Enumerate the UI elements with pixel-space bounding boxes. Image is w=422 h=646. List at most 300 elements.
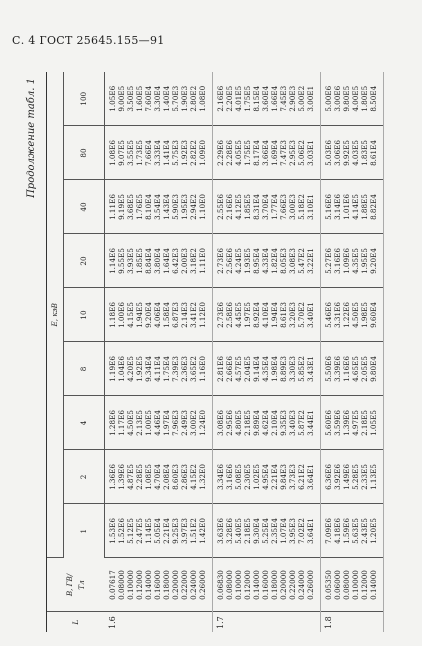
b-value: 0.22000 (288, 570, 297, 600)
flux-value: 3.64Е1 (306, 464, 315, 490)
flux-value: 1.58Е4 (162, 302, 171, 328)
flux-value: 3.70Е4 (261, 194, 270, 220)
flux-values-cell (105, 504, 213, 558)
flux-value: 8.89Е3 (279, 356, 288, 382)
flux-value: 2.08Е4 (162, 464, 171, 490)
b-value: 0.14000 (143, 570, 153, 600)
flux-value: 1.93Е5 (243, 248, 252, 274)
flux-value: 3.00Е2 (189, 410, 198, 436)
flux-value: 2.00Е3 (180, 248, 189, 274)
flux-value: 8.61Е3 (279, 302, 288, 328)
flux-value: 5.00Е6 (324, 85, 333, 112)
flux-value: 2.28Е6 (225, 140, 234, 166)
flux-value: 3.80Е4 (153, 248, 162, 274)
b-value: 0.24000 (188, 570, 198, 600)
table-row (105, 72, 213, 632)
flux-value: 5.08Е5 (234, 464, 243, 490)
continuation-caption: Продолжение табл. 1 (26, 78, 37, 198)
flux-value: 5.18Е2 (297, 194, 306, 220)
flux-value: 6.21Е2 (297, 464, 306, 490)
flux-values-cell (105, 126, 213, 180)
flux-value: 3.03Е1 (306, 140, 315, 166)
energy-col-header: 10 (64, 288, 105, 342)
b-value: 0.16000 (152, 570, 162, 600)
b-value: 0.08000 (116, 570, 126, 600)
b-value: 0.14000 (252, 570, 261, 600)
b-value: 0.18000 (270, 570, 279, 600)
flux-value: 1.43Е4 (162, 194, 171, 220)
flux-value: 8.95Е4 (252, 248, 261, 274)
flux-value: 4.15Е5 (126, 302, 135, 328)
flux-value: 5.05Е4 (153, 518, 162, 544)
flux-value: 1.39Е6 (117, 464, 126, 490)
l-value: 1.8 (321, 612, 384, 632)
flux-value: 3.40Е3 (288, 410, 297, 436)
flux-value: 3.06Е6 (333, 140, 342, 166)
energy-col-header: 4 (64, 396, 105, 450)
flux-value: 5.28Е5 (351, 464, 360, 490)
flux-value: 1.17Е6 (117, 410, 126, 436)
energy-col-header: 80 (64, 126, 105, 180)
flux-value: 2.14Е3 (180, 302, 189, 328)
flux-value: 2.05Е5 (360, 356, 369, 382)
flux-value: 1.09Е6 (342, 248, 351, 274)
l-value: 1.7 (213, 612, 321, 632)
flux-value: 2.13Е5 (135, 410, 144, 436)
flux-value: 4.05Е5 (234, 140, 243, 166)
flux-value: 3.55Е5 (126, 140, 135, 166)
b-value: 0.18000 (161, 570, 171, 600)
flux-value: 1.11Е6 (108, 194, 117, 220)
energy-col-header: 20 (64, 234, 105, 288)
flux-value: 2.35Е4 (270, 518, 279, 544)
flux-value: 4.18Е6 (333, 518, 342, 544)
flux-value: 1.90Е3 (180, 85, 189, 112)
flux-values-cell (213, 396, 321, 450)
b-values-cell (213, 558, 321, 612)
flux-value: 1.11Е0 (198, 248, 207, 274)
flux-value: 3.65Е2 (189, 356, 198, 382)
flux-value: 7.66Е3 (279, 194, 288, 220)
flux-value: 3.31Е6 (333, 302, 342, 328)
flux-value: 1.16Е0 (198, 356, 207, 382)
flux-value: 9.25Е3 (171, 518, 180, 544)
flux-values-cell (213, 342, 321, 396)
flux-values-cell (105, 234, 213, 288)
flux-value: 5.25Е4 (261, 518, 270, 544)
b-values-cell (321, 558, 384, 612)
flux-value: 1.85Е5 (243, 194, 252, 220)
flux-value: 1.97Е4 (162, 410, 171, 436)
flux-value: 1.94Е4 (270, 302, 279, 328)
b-value: 0.20000 (170, 570, 180, 600)
flux-value: 8.50Е4 (369, 85, 378, 112)
flux-value: 2.16Е6 (225, 194, 234, 220)
flux-value: 4.80Е5 (234, 410, 243, 436)
flux-value: 1.02Е5 (252, 464, 261, 490)
flux-value: 5.70Е3 (171, 85, 180, 112)
flux-value: 2.04Е5 (243, 356, 252, 382)
flux-value: 3.73Е3 (288, 464, 297, 490)
flux-value: 1.16Е6 (342, 356, 351, 382)
flux-value: 5.60Е6 (324, 410, 333, 436)
b-value: 0.10000 (351, 570, 360, 600)
b-value: 0.24000 (297, 570, 306, 600)
flux-value: 3.92Е6 (333, 464, 342, 490)
flux-value: 5.87Е2 (297, 410, 306, 436)
energy-col-header: 2 (64, 450, 105, 504)
flux-value: 4.70Е4 (153, 464, 162, 490)
flux-value: 1.40Е4 (162, 85, 171, 112)
flux-value: 2.86Е3 (180, 464, 189, 490)
flux-values-cell (321, 126, 384, 180)
flux-value: 3.18Е2 (189, 248, 198, 274)
flux-value: 1.39Е6 (342, 410, 351, 436)
flux-value: 3.33Е4 (153, 140, 162, 166)
flux-value: 3.22Е1 (306, 248, 315, 274)
b-value: 0.16000 (261, 570, 270, 600)
flux-value: 9.89Е4 (252, 410, 261, 436)
b-value: 0.20000 (279, 570, 288, 600)
flux-values-cell (321, 450, 384, 504)
flux-value: 4.95Е4 (261, 464, 270, 490)
flux-value: 4.33Е4 (261, 248, 270, 274)
flux-value: 4.46Е4 (153, 410, 162, 436)
flux-value: 4.24Е5 (234, 248, 243, 274)
flux-value: 1.05Е5 (369, 410, 378, 436)
flux-values-cell (213, 72, 321, 126)
flux-value: 2.20Е5 (225, 85, 234, 112)
flux-values-cell (321, 72, 384, 126)
flux-value: 1.94Е5 (135, 302, 144, 328)
flux-value: 3.00Е1 (306, 85, 315, 112)
flux-value: 1.07Е4 (279, 518, 288, 544)
flux-value: 3.95Е3 (288, 518, 297, 544)
flux-values-cell (213, 180, 321, 234)
flux-value: 4.03Е5 (351, 140, 360, 166)
flux-value: 1.08Е5 (144, 464, 153, 490)
b-value: 0.06000 (333, 570, 342, 600)
flux-value: 3.60Е4 (261, 85, 270, 112)
flux-value: 1.14Е6 (108, 248, 117, 274)
flux-value: 1.18Е6 (108, 302, 117, 328)
flux-value: 2.73Е6 (216, 248, 225, 274)
flux-value: 9.30Е4 (252, 518, 261, 544)
flux-values-cell (105, 342, 213, 396)
flux-value: 4.15Е2 (189, 464, 198, 490)
flux-value: 3.30Е4 (153, 85, 162, 112)
flux-value: 4.65Е5 (351, 356, 360, 382)
flux-value: 7.45Е3 (279, 85, 288, 112)
flux-value: 1.49Е6 (342, 464, 351, 490)
b-value: 0.08000 (225, 570, 234, 600)
flux-value: 1.59Е6 (342, 518, 351, 544)
flux-value: 1.13Е5 (369, 464, 378, 490)
flux-value: 1.10Е0 (198, 194, 207, 220)
flux-value: 4.10Е4 (261, 302, 270, 328)
flux-value: 2.16Е6 (216, 85, 225, 112)
flux-value: 1.66Е4 (270, 85, 279, 112)
flux-value: 3.40Е1 (306, 302, 315, 328)
flux-value: 1.24Е0 (198, 410, 207, 436)
flux-value: 2.55Е6 (216, 194, 225, 220)
flux-value: 3.10Е1 (306, 194, 315, 220)
flux-value: 7.39Е3 (171, 356, 180, 382)
flux-value: 4.62Е4 (261, 410, 270, 436)
b-value: 0.12000 (360, 570, 369, 600)
flux-value: 1.97Е5 (243, 302, 252, 328)
flux-value: 3.34Е6 (216, 464, 225, 490)
flux-value: 2.43Е5 (360, 518, 369, 544)
flux-value: 8.17Е4 (252, 140, 261, 166)
flux-value: 1.75Е5 (243, 85, 252, 112)
flux-value: 1.88Е5 (360, 194, 369, 220)
flux-value: 9.34Е4 (144, 356, 153, 382)
flux-value: 2.94Е2 (189, 194, 198, 220)
flux-value: 2.90Е3 (288, 85, 297, 112)
flux-values-cell (105, 288, 213, 342)
energy-col-header: 100 (64, 72, 105, 126)
flux-value: 1.98Е4 (270, 356, 279, 382)
flux-value: 1.41Е4 (162, 140, 171, 166)
flux-value: 3.08Е3 (288, 248, 297, 274)
flux-value: 1.32Е0 (198, 464, 207, 490)
flux-value: 3.63Е6 (216, 518, 225, 544)
flux-value: 1.20Е5 (369, 518, 378, 544)
flux-value: 3.14Е6 (333, 194, 342, 220)
flux-value: 3.30Е3 (288, 356, 297, 382)
flux-value: 1.08Е0 (198, 85, 207, 112)
flux-value: 3.00Е3 (288, 194, 297, 220)
flux-value: 5.27Е6 (324, 248, 333, 274)
flux-values-cell (105, 180, 213, 234)
flux-value: 3.54Е4 (153, 194, 162, 220)
flux-value: 4.45Е5 (234, 302, 243, 328)
flux-value: 3.16Е6 (333, 248, 342, 274)
flux-value: 5.16Е6 (324, 194, 333, 220)
flux-value: 8.92Е4 (252, 302, 261, 328)
flux-value: 5.03Е6 (324, 140, 333, 166)
flux-value: 2.18Е5 (243, 410, 252, 436)
flux-value: 9.14Е4 (252, 356, 261, 382)
flux-value: 6.87Е3 (171, 302, 180, 328)
flux-value: 5.00Е2 (297, 85, 306, 112)
flux-value: 3.41Е2 (189, 302, 198, 328)
flux-value: 9.80Е5 (342, 85, 351, 112)
flux-value: 5.75Е3 (171, 140, 180, 166)
flux-value: 5.40Е5 (234, 518, 243, 544)
flux-value: 3.16Е6 (225, 464, 234, 490)
flux-table (46, 72, 384, 632)
flux-value: 5.85Е2 (297, 356, 306, 382)
flux-value: 3.00Е6 (333, 85, 342, 112)
flux-value: 1.52Е6 (117, 518, 126, 544)
page-header: С. 4 ГОСТ 25645.155—91 (12, 34, 165, 47)
flux-value: 3.93Е5 (126, 248, 135, 274)
flux-value: 4.20Е5 (126, 356, 135, 382)
flux-values-cell (321, 504, 384, 558)
flux-value: 2.95Е6 (225, 410, 234, 436)
b-value: 0.07617 (107, 570, 117, 600)
flux-value: 2.58Е6 (225, 302, 234, 328)
flux-values-cell (213, 126, 321, 180)
flux-value: 4.06Е4 (153, 302, 162, 328)
flux-value: 1.53Е6 (108, 518, 117, 544)
flux-value: 3.97Е3 (180, 518, 189, 544)
flux-value: 9.20Е4 (144, 302, 153, 328)
flux-values-cell (105, 72, 213, 126)
flux-values-cell (105, 450, 213, 504)
b-value: 0.26000 (306, 570, 315, 600)
flux-value: 3.43Е1 (306, 356, 315, 382)
table-row (321, 72, 384, 632)
flux-value: 7.60Е4 (144, 85, 153, 112)
flux-value: 6.42Е3 (171, 248, 180, 274)
flux-value: 3.08Е6 (216, 410, 225, 436)
flux-value: 8.31Е4 (252, 194, 261, 220)
flux-value: 1.95Е5 (360, 248, 369, 274)
flux-value: 2.49Е3 (180, 410, 189, 436)
flux-value: 1.08Е6 (108, 140, 117, 166)
flux-value: 4.87Е5 (126, 464, 135, 490)
flux-value: 9.80Е4 (369, 356, 378, 382)
flux-value: 5.63Е5 (351, 518, 360, 544)
col-header-energy: E, кэВ (47, 72, 64, 558)
flux-value: 1.64Е4 (162, 248, 171, 274)
flux-value: 1.12Е0 (198, 302, 207, 328)
flux-value: 8.15Е4 (252, 85, 261, 112)
flux-values-cell (321, 180, 384, 234)
l-value: 1.6 (105, 612, 213, 632)
flux-value: 1.95Е3 (180, 194, 189, 220)
flux-value: 1.00Е5 (144, 410, 153, 436)
flux-value: 1.75Е5 (243, 140, 252, 166)
flux-value: 9.84Е3 (279, 464, 288, 490)
flux-value: 2.30Е5 (243, 464, 252, 490)
flux-value: 1.77Е4 (270, 194, 279, 220)
flux-value: 4.00Е5 (351, 85, 360, 112)
flux-value: 5.12Е5 (126, 518, 135, 544)
flux-values-cell (213, 504, 321, 558)
flux-value: 4.35Е5 (351, 248, 360, 274)
flux-value: 8.05Е3 (279, 248, 288, 274)
flux-value: 2.47Е5 (135, 518, 144, 544)
flux-value: 1.19Е6 (108, 356, 117, 382)
flux-value: 2.33Е5 (360, 464, 369, 490)
flux-value: 1.14Е5 (144, 518, 153, 544)
flux-value: 5.90Е3 (171, 194, 180, 220)
flux-value: 2.80Е2 (189, 85, 198, 112)
flux-values-cell (105, 396, 213, 450)
flux-value: 3.28Е6 (225, 518, 234, 544)
flux-value: 1.09Е0 (198, 140, 207, 166)
flux-value: 4.50Е5 (126, 410, 135, 436)
flux-value: 3.64Е1 (306, 518, 315, 544)
flux-value: 2.29Е6 (216, 140, 225, 166)
flux-value: 9.60Е4 (369, 302, 378, 328)
flux-value: 2.66Е6 (225, 356, 234, 382)
flux-value: 1.76Е5 (135, 194, 144, 220)
flux-value: 3.20Е3 (288, 302, 297, 328)
flux-value: 7.47Е3 (279, 140, 288, 166)
flux-value: 9.92Е5 (342, 140, 351, 166)
b-value: 0.06830 (216, 570, 225, 600)
flux-value: 4.50Е5 (351, 302, 360, 328)
flux-value: 1.51Е2 (189, 518, 198, 544)
flux-values-cell (321, 234, 384, 288)
flux-values-cell (321, 342, 384, 396)
energy-col-header: 40 (64, 180, 105, 234)
flux-value: 4.12Е5 (234, 194, 243, 220)
flux-value: 9.19Е5 (117, 194, 126, 220)
flux-value: 2.10Е4 (270, 410, 279, 436)
flux-value: 3.59Е6 (333, 410, 342, 436)
flux-value: 4.01Е5 (234, 85, 243, 112)
flux-value: 8.82Е4 (369, 194, 378, 220)
b-value: 0.10000 (125, 570, 135, 600)
flux-value: 8.60Е3 (171, 464, 180, 490)
flux-value: 7.02Е2 (297, 518, 306, 544)
b-value: 0.12000 (134, 570, 144, 600)
flux-value: 1.69Е4 (270, 140, 279, 166)
flux-value: 4.35Е4 (261, 356, 270, 382)
flux-value: 2.18Е5 (360, 410, 369, 436)
flux-value: 4.57Е5 (234, 356, 243, 382)
flux-value: 1.60Е5 (135, 85, 144, 112)
flux-value: 2.81Е6 (216, 356, 225, 382)
flux-value: 1.73Е5 (135, 140, 144, 166)
flux-value: 1.28Е6 (108, 410, 117, 436)
flux-value: 1.00Е6 (117, 302, 126, 328)
flux-value: 1.22Е6 (342, 302, 351, 328)
flux-value: 2.36Е3 (180, 356, 189, 382)
flux-value: 5.06Е2 (297, 140, 306, 166)
flux-value: 6.36Е6 (324, 464, 333, 490)
flux-value: 5.50Е6 (324, 356, 333, 382)
flux-value: 9.55Е5 (117, 248, 126, 274)
flux-values-cell (213, 450, 321, 504)
flux-value: 8.84Е4 (144, 248, 153, 274)
flux-value: 9.20Е4 (369, 248, 378, 274)
flux-value: 2.56Е6 (225, 248, 234, 274)
flux-value: 1.83Е5 (360, 140, 369, 166)
b-value: 0.08000 (342, 570, 351, 600)
flux-value: 9.07Е5 (117, 140, 126, 166)
flux-value: 3.68Е5 (126, 194, 135, 220)
flux-value: 7.96Е3 (171, 410, 180, 436)
energy-col-header: 1 (64, 504, 105, 558)
b-value: 0.22000 (179, 570, 189, 600)
flux-value: 1.98Е5 (360, 302, 369, 328)
flux-value: 5.47Е2 (297, 248, 306, 274)
b-value: 0.14000 (369, 570, 378, 600)
flux-value: 1.04Е6 (117, 356, 126, 382)
b-value: 0.12000 (243, 570, 252, 600)
flux-value: 2.82Е2 (189, 140, 198, 166)
flux-value: 1.92Е5 (135, 356, 144, 382)
flux-value: 1.36Е6 (108, 464, 117, 490)
flux-value: 3.39Е6 (333, 356, 342, 382)
flux-value: 7.09Е6 (324, 518, 333, 544)
flux-value: 1.80Е5 (360, 85, 369, 112)
flux-value: 1.92Е3 (180, 140, 189, 166)
flux-values-cell (213, 234, 321, 288)
table-row (213, 72, 321, 632)
flux-value: 4.97Е5 (351, 410, 360, 436)
flux-value: 5.70Е2 (297, 302, 306, 328)
flux-values-cell (321, 396, 384, 450)
energy-col-header: 8 (64, 342, 105, 396)
